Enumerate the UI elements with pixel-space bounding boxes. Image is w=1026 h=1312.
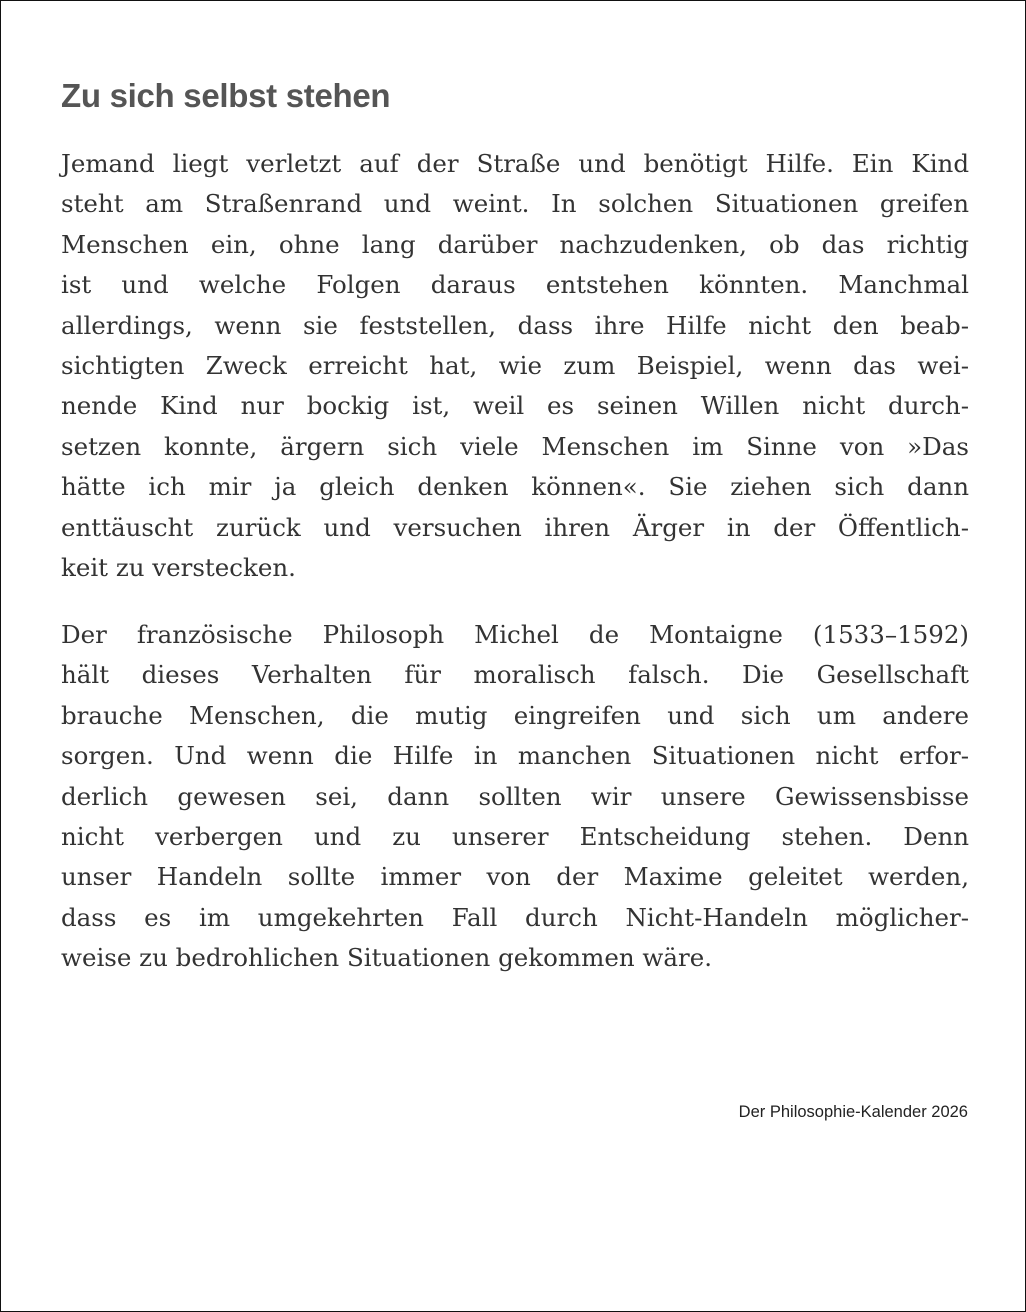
text-line: nicht verbergen und zu unserer Entscheidung stehen. Denn	[61, 821, 969, 851]
text-line: brauche Menschen, die mutig eingreifen und sich um andere	[61, 700, 969, 730]
text-line: allerdings, wenn sie feststellen, dass ihre Hilfe nicht den beab-	[61, 310, 969, 340]
text-line: hält dieses Verhalten für moralisch falsch. Die Gesellschaft	[61, 660, 969, 690]
text-line: unser Handeln sollte immer von der Maxime geleitet werden,	[61, 862, 969, 892]
text-line: steht am Straßenrand und weint. In solchen Situationen greifen	[61, 189, 969, 219]
text-line: hätte ich mir ja gleich denken können«. Sie ziehen sich dann	[61, 472, 969, 502]
text-line: keit zu verstecken.	[61, 552, 296, 582]
text-line: enttäuscht zurück und versuchen ihren Ärger in der Öffentlich-	[61, 512, 969, 542]
text-line: Jemand liegt verletzt auf der Straße und benötigt Hilfe. Ein Kind	[61, 149, 969, 178]
text-line: ist und welche Folgen daraus entstehen könnten. Manchmal	[61, 270, 969, 300]
text-line: nende Kind nur bockig ist, weil es seinen Willen nicht durch-	[61, 391, 969, 421]
page-title: Zu sich selbst stehen	[61, 77, 391, 114]
text-line: weise zu bedrohlichen Situationen gekommen wäre.	[61, 943, 712, 973]
text-line: sichtigten Zweck erreicht hat, wie zum Beispiel, wenn das wei-	[61, 350, 969, 380]
footer-source: Der Philosophie-Kalender 2026	[738, 1103, 968, 1121]
paragraph-1	[61, 144, 969, 588]
text-line: Menschen ein, ohne lang darüber nachzudenken, ob das richtig	[61, 229, 969, 259]
text-line: Der französische Philosoph Michel de Montaigne (1533–1592)	[61, 620, 969, 649]
text-line: setzen konnte, ärgern sich viele Menschen im Sinne von »Das	[61, 431, 969, 461]
text-line: derlich gewesen sei, dann sollten wir unsere Gewissensbisse	[61, 781, 969, 811]
text-line: dass es im umgekehrten Fall durch Nicht-Handeln möglicher-	[61, 902, 969, 932]
text-line: sorgen. Und wenn die Hilfe in manchen Situationen nicht erfor-	[61, 741, 969, 771]
paragraph-2	[61, 615, 969, 979]
